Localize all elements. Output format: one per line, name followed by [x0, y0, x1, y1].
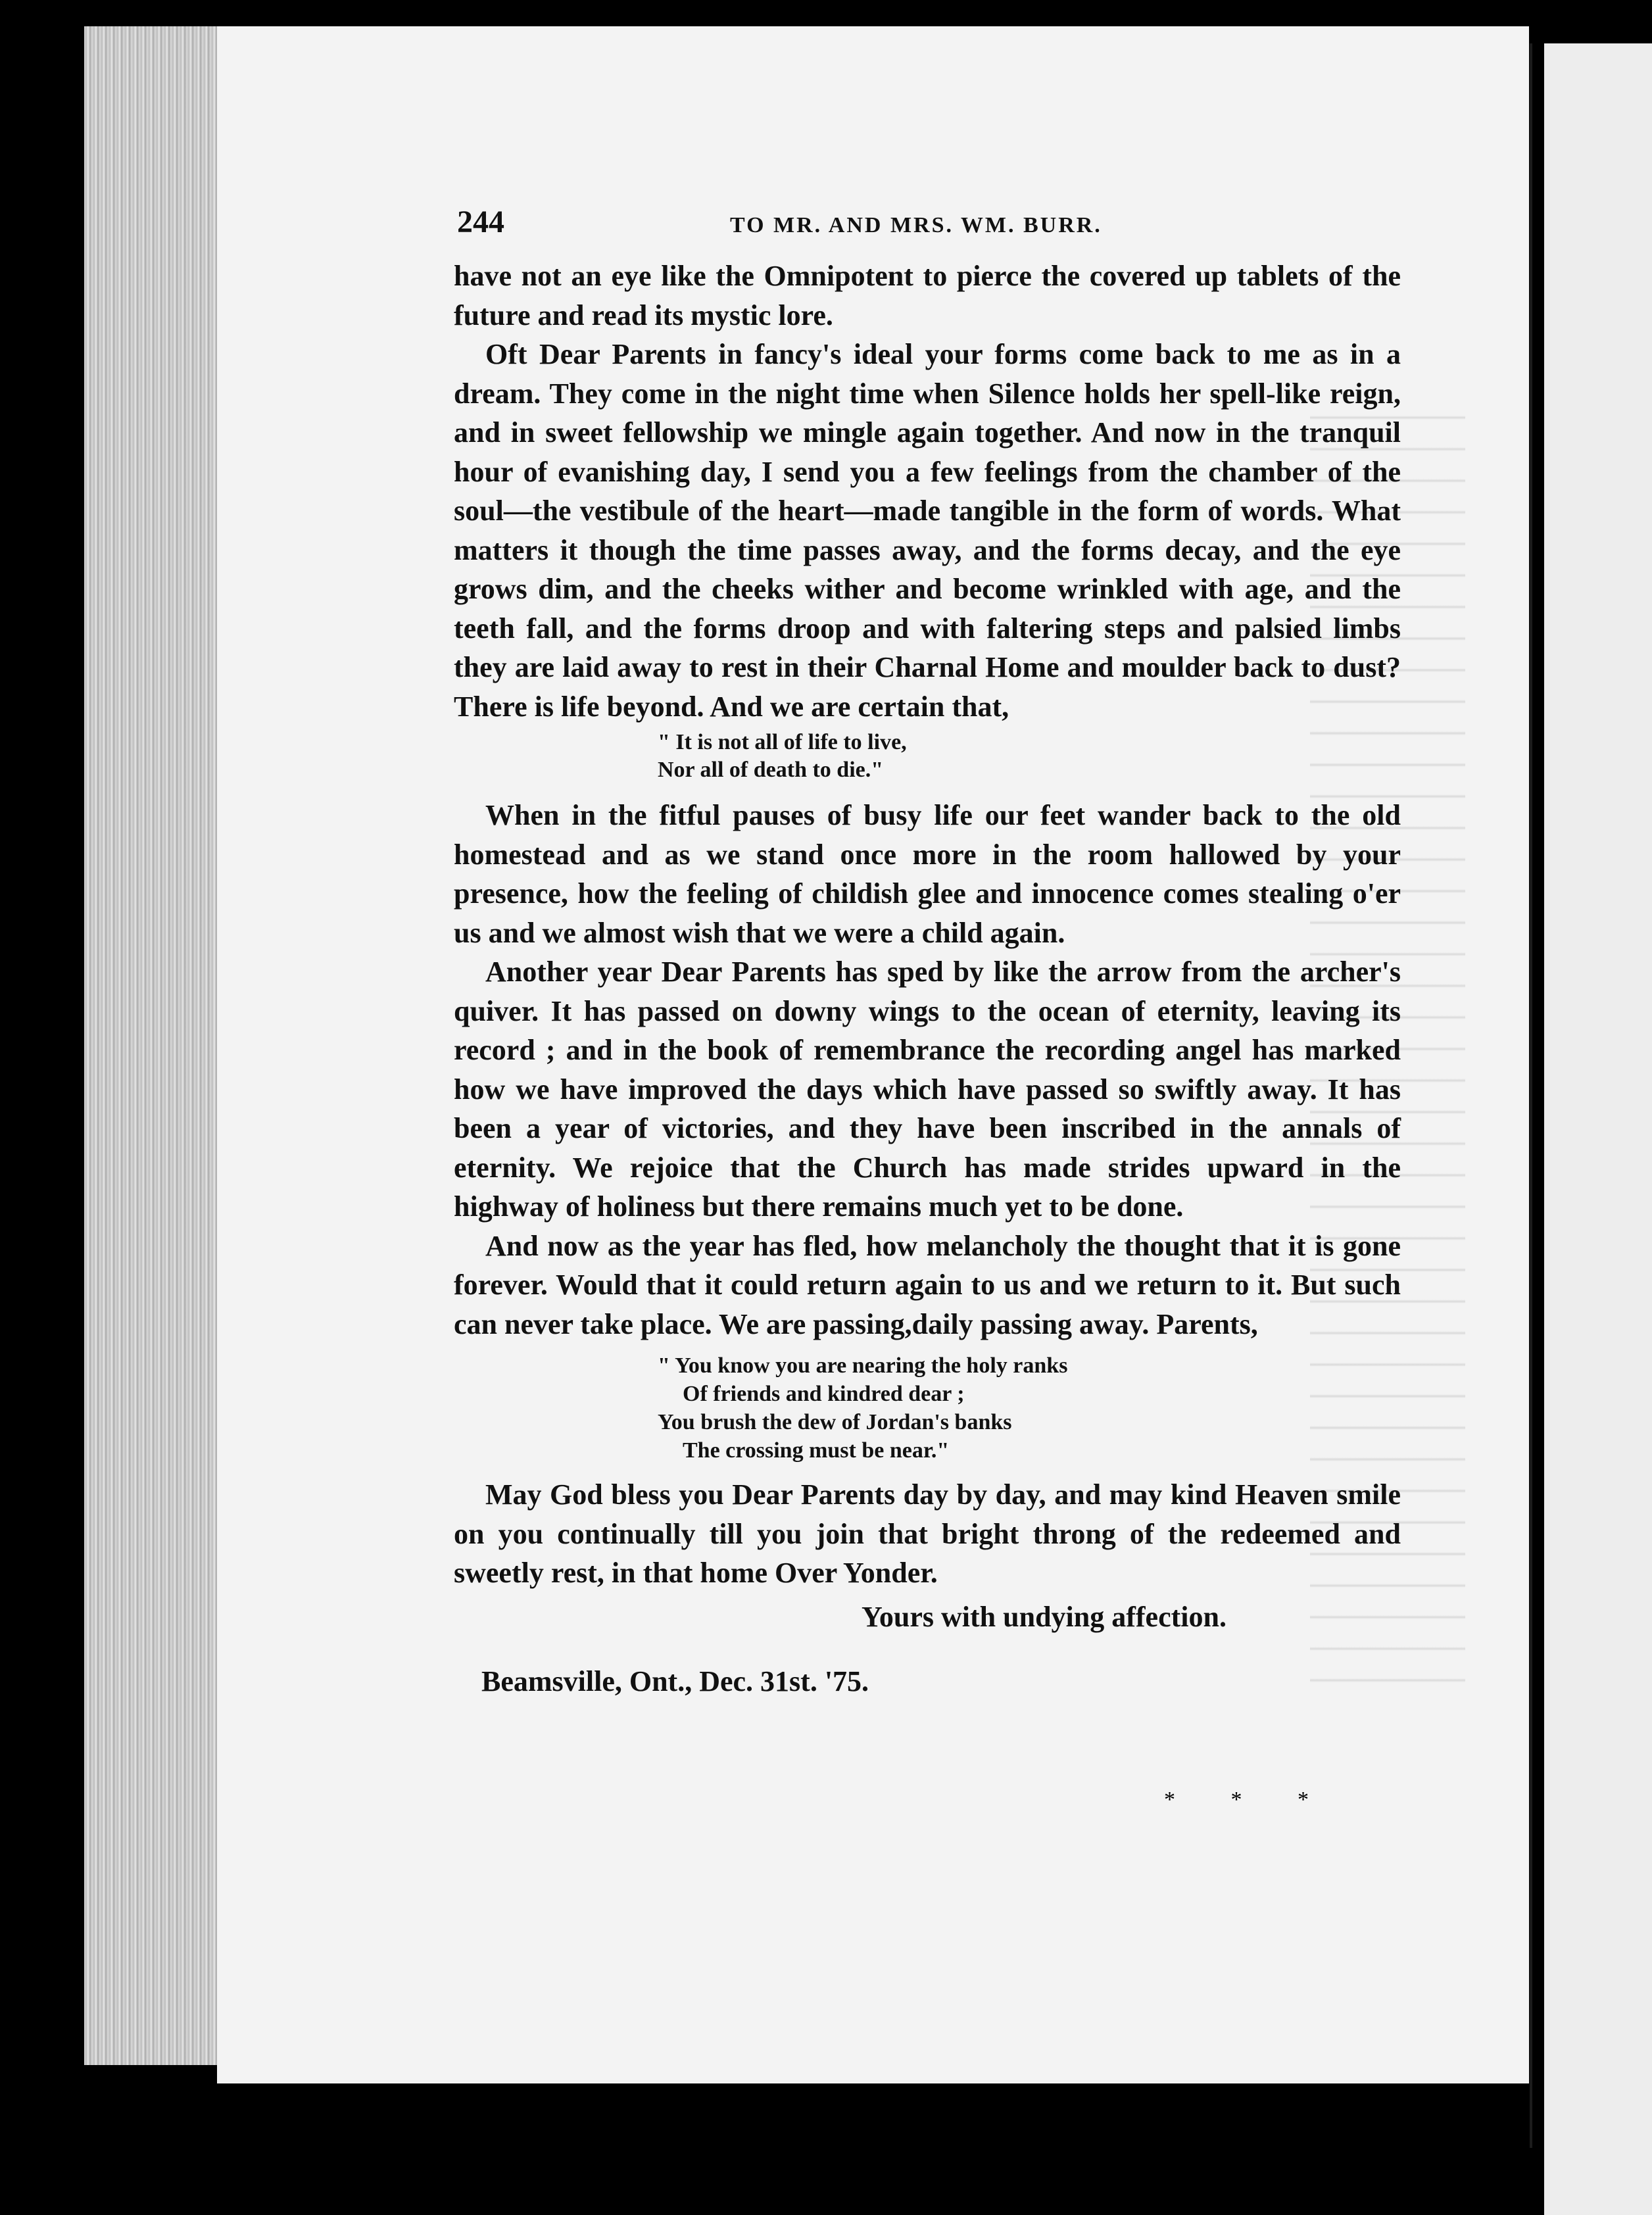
- paragraph-5: And now as the year has fled, how melancholy the thought that it is gone forever. Would that it could return again to us and we return to it. But such can never take place. We are passing,daily passing away. Parents,: [454, 1229, 1401, 1340]
- adjacent-page-edge: [1544, 43, 1652, 2215]
- header-title: TO MR. AND MRS. WM. BURR.: [730, 213, 1102, 237]
- poem-line-1: " You know you are nearing the holy ranks: [658, 1353, 1068, 1378]
- signoff: Yours with undying affection.: [862, 1600, 1227, 1633]
- ornamental-stars: * * *: [1164, 1788, 1309, 1812]
- poem-line-4: The crossing must be near.": [683, 1438, 950, 1463]
- dateline: Beamsville, Ont., Dec. 31st. '75.: [481, 1665, 869, 1697]
- page-text: [454, 197, 1401, 1701]
- paragraph-2: Oft Dear Parents in fancy's ideal your forms come back to me as in a dream. They come in the night time when Silence holds her spell-like reign, and in sweet fellowship we mingle again together. And now in the tranquil hour of evanishing day, I send you a few feelings from the chamber of the soul—the vestibule of the heart—made tangible in the form of words. What matters it though the time passes away, and the forms decay, and the eye grows dim, and the cheeks wither and become wrinkled with age, and the teeth fall, and the forms droop and with faltering steps and palsied limbs they are laid away to rest in their Charnal Home and moulder back to dust? There is life beyond. And we are certain that,: [454, 338, 1401, 723]
- paragraph-3: When in the fitful pauses of busy life our feet wander back to the old homestead and as we stand once more in the room hallowed by your presence, how the feeling of childish glee and innocence comes stealing o'er us and we almost wish that we were a child again.: [454, 799, 1401, 949]
- paragraph-1: have not an eye like the Omnipotent to pierce the covered up tablets of the future and read its mystic lore.: [454, 260, 1401, 331]
- page-stack-edge: [84, 26, 222, 2065]
- running-head: [454, 197, 1401, 256]
- quote-line-2: Nor all of death to die.": [658, 758, 884, 782]
- paragraph-4: Another year Dear Parents has sped by like the arrow from the archer's quiver. It has passed on downy wings to the ocean of eternity, leaving its record ; and in the book of remembrance the recording angel has marked how we have improved the days which have passed so swiftly away. It has been a year of victories, and they have been inscribed in the annals of eternity. We rejoice that the Church has made strides upward in the highway of holiness but there remains much yet to be done.: [454, 956, 1401, 1223]
- poem-line-2: Of friends and kindred dear ;: [683, 1382, 965, 1406]
- closing-paragraph: May God bless you Dear Parents day by day, and may kind Heaven smile on you continually till you join that bright throng of the redeemed and sweetly rest, in that home Over Yonder.: [454, 1478, 1401, 1589]
- short-quote: [658, 729, 1197, 784]
- poem-quote: [658, 1351, 1401, 1465]
- page-gutter-line: [1530, 43, 1532, 2148]
- quote-line-1: " It is not all of life to live,: [658, 730, 907, 754]
- page-number: 244: [457, 205, 504, 239]
- poem-line-3: You brush the dew of Jordan's banks: [658, 1410, 1012, 1434]
